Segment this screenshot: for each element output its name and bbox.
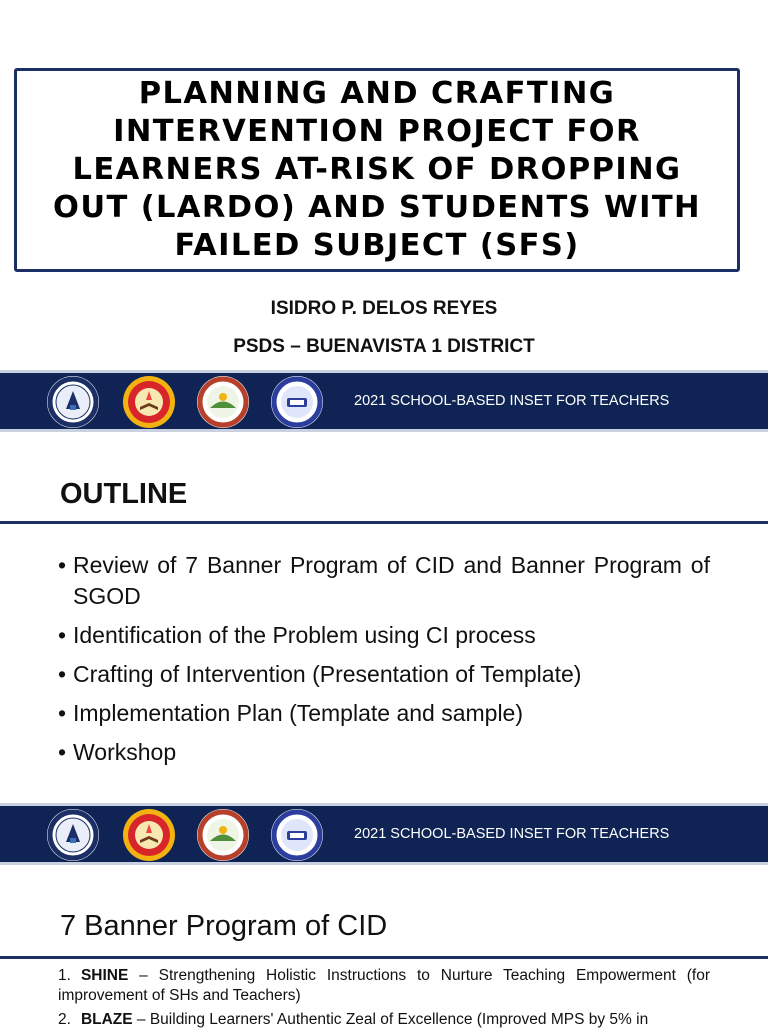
author-position: PSDS – BUENAVISTA 1 DISTRICT <box>233 336 535 357</box>
buenavista-district-seal-icon <box>196 808 250 862</box>
bullet-icon: • <box>58 700 67 726</box>
title-line: INTERVENTION PROJECT FOR <box>113 114 641 149</box>
title-line: FAILED SUBJECT (SFS) <box>174 228 580 263</box>
bullet-icon: • <box>58 552 67 578</box>
list-item <box>58 659 710 690</box>
title-line: OUT (LARDO) AND STUDENTS WITH <box>53 190 701 225</box>
banner-logos <box>46 807 336 863</box>
list-item-text: Crafting of Intervention (Presentation of Template) <box>73 661 582 687</box>
list-item <box>58 1010 710 1030</box>
heading-divider <box>0 521 768 524</box>
school-seal-icon <box>122 375 176 429</box>
elementary-school-seal-icon <box>270 808 324 862</box>
school-seal-icon <box>122 808 176 862</box>
school-banner <box>0 803 768 865</box>
list-item-text: Identification of the Problem using CI process <box>73 622 536 648</box>
banner-text: 2021 SCHOOL-BASED INSET FOR TEACHERS <box>354 826 670 842</box>
title-line: PLANNING AND CRAFTING <box>138 76 616 111</box>
outline-heading: OUTLINE <box>60 478 188 510</box>
list-item <box>58 698 710 729</box>
program-description: – Strengthening Holistic Instructions to Nurture Teaching Empowerment (for improvement of SHs and Teachers) <box>58 967 710 1004</box>
school-banner <box>0 370 768 432</box>
item-number: 2. <box>58 1011 71 1028</box>
list-item <box>58 550 710 612</box>
heading-divider <box>0 956 768 959</box>
author-name: ISIDRO P. DELOS REYES <box>270 298 498 319</box>
bullet-icon: • <box>58 739 67 765</box>
banner-text: 2021 SCHOOL-BASED INSET FOR TEACHERS <box>354 393 670 409</box>
list-item-text: Implementation Plan (Template and sample) <box>73 700 524 726</box>
deped-seal-icon <box>46 375 100 429</box>
outline-list <box>58 550 710 776</box>
list-item <box>58 737 710 768</box>
list-item <box>58 966 710 1006</box>
list-item-text: Review of 7 Banner Program of CID and Banner Program of SGOD <box>73 552 710 609</box>
item-number: 1. <box>58 967 71 984</box>
bullet-icon: • <box>58 622 67 648</box>
title-box <box>14 68 740 272</box>
list-item <box>58 620 710 651</box>
elementary-school-seal-icon <box>270 375 324 429</box>
bullet-icon: • <box>58 661 67 687</box>
deped-seal-icon <box>46 808 100 862</box>
list-item-text: Workshop <box>73 739 177 765</box>
banner-logos <box>46 374 336 430</box>
program-acronym: BLAZE <box>80 1011 133 1028</box>
cid-heading: 7 Banner Program of CID <box>60 910 388 942</box>
program-description: – Building Learners' Authentic Zeal of Excellence (Improved MPS by 5% in <box>132 1011 649 1028</box>
buenavista-district-seal-icon <box>196 375 250 429</box>
title-line: LEARNERS AT-RISK OF DROPPING <box>72 152 682 187</box>
program-acronym: SHINE <box>80 967 129 984</box>
